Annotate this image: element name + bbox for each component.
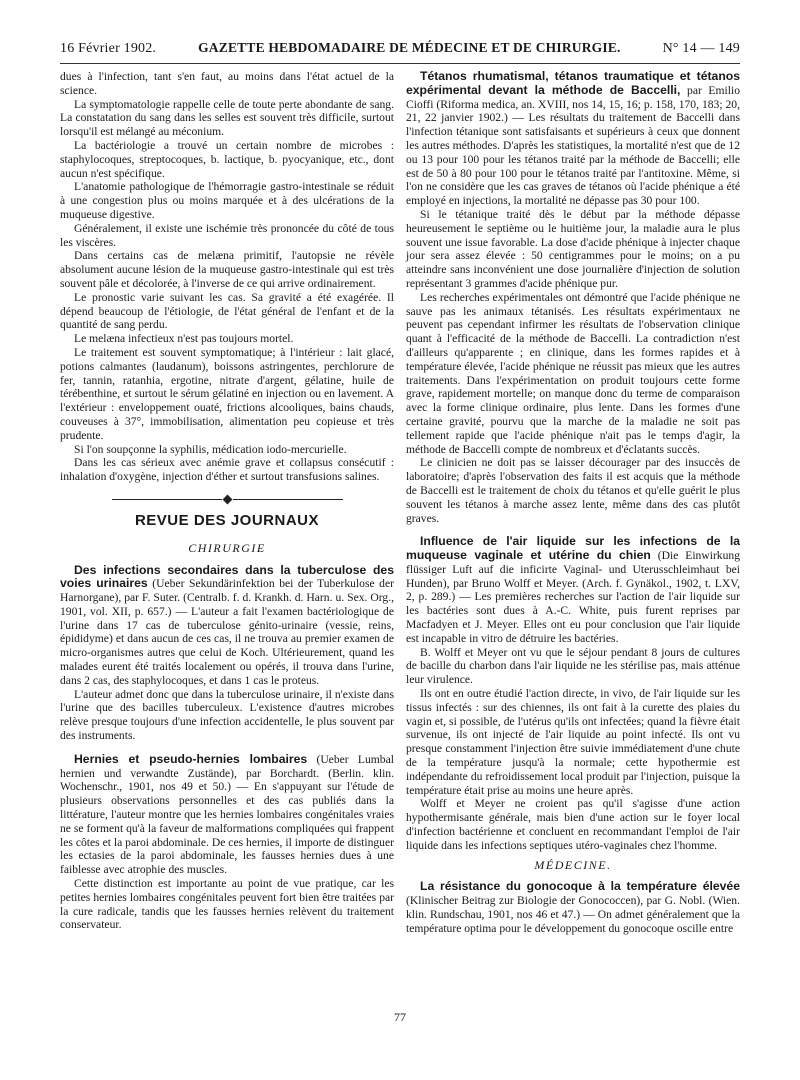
article-tuberculose: [60, 564, 394, 688]
paragraph: L'anatomie pathologique de l'hémorragie gastro-intestinale se réduit à une congestion plus ou moins marquée et à des ulcérations de la muqueuse digestive.: [60, 180, 394, 221]
divider-line: [112, 499, 222, 500]
paragraph: Dans certains cas de melæna primitif, l'autopsie ne révèle absolument aucune lésion de la muqueuse gastro-intestinale qui est très souvent pâle et décolorée, à l'inverse de ce qui arrive ordinairement.: [60, 249, 394, 290]
section-divider: [60, 492, 394, 508]
page-number: 77: [394, 1010, 406, 1024]
section-heading-medecine: MÉDECINE.: [534, 857, 612, 872]
paragraph: dues à l'infection, tant s'en faut, au moins dans l'état actuel de la science.: [60, 70, 394, 97]
article-body: (Klinischer Beitrag zur Biologie der Gonococcen), par G. Nobl. (Wien. klin. Rundschau, 1901, nos 46 et 47.) — On admet généralement que la température optima pour le développement du gonocoque oscille entre: [406, 894, 740, 935]
paragraph: Wolff et Meyer ne croient pas qu'il s'agisse d'une action hypothermisante générale, mais bien d'une action sur le foyer local d'infection bactérienne et concluent en recommandant l'emploi de l'air liquide dans les infections septiques utéro-vaginales chez l'homme.: [406, 797, 740, 852]
paragraph: La symptomatologie rappelle celle de toute perte abondante de sang. La constatation du sang dans les selles est souvent très difficile, surtout lorsqu'il est mélangé au méconium.: [60, 97, 394, 139]
paragraph: Les recherches expérimentales ont démontré que l'acide phénique ne sauve pas les animaux tétanisés. Les résultats expérimentaux ne peuvent pas cependant infirmer les résultats de l'observation clinique quant à l'efficacité de la méthode de Baccelli. La contradiction n'est d'ailleurs qu'apparente ; en clinique, dans les formes rapides et à température élevée, l'acide phénique ne réussit pas mieux que les autres traitements. Dans l'expérimentation on produit toujours cette forme grave, rapidement mortelle; on manque donc du terme de comparaison avec la forme clinique ordinaire, plus lente. Dans les formes d'une certaine gravité, pourvu que la marche de la maladie ne soit pas tellement rapide que l'acide phénique n'ait pas le temps d'agir, la méthode de Baccelli compte de nombreux et d'éclatants succès.: [406, 290, 740, 456]
header-rule: [60, 63, 740, 64]
diamond-ornament-icon: [222, 495, 232, 505]
article-air-liquide: [406, 535, 740, 645]
paragraph: Le melæna infectieux n'est pas toujours mortel.: [74, 332, 294, 346]
article-title: Tétanos rhumatismal, tétanos traumatique et tétanos expérimental devant la méthode de Baccelli,: [406, 69, 740, 97]
section-heading-chirurgie: CHIRURGIE: [188, 540, 266, 555]
article-body: par Emilio Cioffi (Riforma medica, an. XVIII, nos 14, 15, 16; p. 158, 170, 183; 20, 21, 22 janvier 1902.) — Les résultats du traitement de Baccelli dans l'infection tétanique sont satisfaisants et supérieurs à ceux que donnent les autres méthodes. D'après les statistiques, la mortalité n'est que de 12 ou 13 pour 100 pour les tétanos traité par la méthode de Baccelli; elle est de 50 à 80 pour 100 pour le tétanos traité par l'antitoxine. Même, si l'on ne considère que les cas graves de tétanos où l'acide phénique a été employé en injections, la mortalité ne dépasse pas 30 pour 100.: [406, 83, 740, 208]
paragraph: Si l'on soupçonne la syphilis, médication iodo-mercurielle.: [74, 442, 347, 456]
article-body: (Ueber Lumbal hernien und verwandte Zustände), par Borchardt. (Berlin. klin. Wochenschr., 1901, nos 49 et 50.) — En s'appuyant sur l'étude de plusieurs observations personnelles et des cas publiés dans la littérature, l'auteur montre que les hernies lombaires congénitales vraies ne se forment qu'à la faveur de malformations compliquées qui frappent les côtes et la paroi abdominale. De ces hernies, il importe de distinguer les ectasies de la paroi abdominale, les fausses hernies dues à une faiblesse avec atrophie des muscles.: [60, 752, 394, 877]
paragraph: La bactériologie a trouvé un certain nombre de microbes : staphylocoques, streptocoques, b. lactique, b. pyocyanique, etc., dont aucun n'est spécifique.: [60, 138, 394, 180]
article-body: (Die Einwirkung flüssiger Luft auf die inficirte Vaginal- und Uterusschleimhaut bei Hunden), par Bruno Wolff et Meyer. (Arch. f. Gynäkol., 1902, t. LXV, 2, p. 289.) — Les premières recherches sur l'action de l'air liquide sur les bactéries sont dues à A.-C. White, puis furent reprises par Macfadyen et J. Meyer. Elles ont eu pour conclusion que l'air liquide est incapable in vitro de détruire les bactéries.: [406, 549, 740, 645]
paragraph: Dans les cas sérieux avec anémie grave et collapsus consécutif : inhalation d'oxygène, injection d'éther et surtout transfusions salines.: [60, 456, 394, 484]
paragraph: Le clinicien ne doit pas se laisser décourager par des insuccès de laboratoire; d'après l'observation des faits il est acquis que la méthode de Baccelli est le traitement de choix du tétanos et qu'elle guérit le plus souvent les tétanos à marche assez lente, même dans des cas plutôt graves.: [406, 456, 740, 525]
paragraph: Ils ont en outre étudié l'action directe, in vivo, de l'air liquide sur les tissus infectés : sur des chiennes, ils ont fait à la curette des plaies du vagin et, si possible, de l'utérus qu'ils ont infectées; quand la fièvre était survenue, ils ont injecté de l'air liquide au point infecté. Ils ont vu presque constamment l'injection être suivie immédiatement d'une chute de la température jusqu'à la normale; cette hypothermie est indépendante du refroidissement local produit par l'injection, puisque la température était prise au moins une heure après.: [406, 687, 740, 797]
article-tetanos: [406, 70, 740, 208]
divider-line: [233, 499, 343, 500]
left-column: [60, 70, 394, 932]
article-title: La résistance du gonocoque à la température élevée: [420, 879, 740, 894]
article-body: (Ueber Sekundärinfektion bei der Tuberkulose der Harnorgane), par F. Suter. (Centralb. f. d. Krankh. d. Harn. u. Sex. Org., 1901, vol. XII, p. 657.) — L'auteur a fait l'examen bactériologique de l'urine dans 17 cas de tuberculose génito-urinaire (vessie, reins, épididyme) et dans aucun de ces cas, il ne trouva au premier examen de micro-organismes autres que celui de Koch. Ultérieurement, quand les malades eurent été traités localement ou opérés, il trouva dans l'urine, dans 2 cas, des staphylocoques, et dans 1 cas le proteus.: [60, 577, 394, 687]
paragraph: Cette distinction est importante au point de vue pratique, car les petites hernies lombaires congénitales peuvent fort bien être traitées par la cure radicale, tandis que les fausses hernies relèvent du traitement conservateur.: [60, 877, 394, 932]
paragraph: B. Wolff et Meyer ont vu que le séjour pendant 8 jours de cultures de bacille du charbon dans l'air liquide ne les stérilise pas, mais atténue leur virulence.: [406, 645, 740, 687]
paragraph: Généralement, il existe une ischémie très prononcée du côté de tous les viscères.: [60, 221, 394, 249]
paragraph: L'auteur admet donc que dans la tuberculose urinaire, il n'existe dans l'urine que des bacilles tuberculeux. L'existence d'autres microbes relève presque toujours d'une infection accidentelle, le plus souvent par des instruments.: [60, 687, 394, 743]
article-title: Hernies et pseudo-hernies lombaires: [74, 751, 308, 766]
right-column: [406, 70, 740, 936]
header-issue-page: N° 14 — 149: [662, 41, 740, 56]
article-title: Des infections secondaires dans la tuberculose des voies urinaires: [60, 562, 394, 591]
page-header: [60, 40, 740, 62]
header-journal-title: GAZETTE HEBDOMADAIRE DE MÉDECINE ET DE CHIRURGIE.: [198, 40, 621, 55]
article-gonocoque: [406, 880, 740, 935]
paragraph: Le traitement est souvent symptomatique; à l'intérieur : lait glacé, potions calmantes (laudanum), boissons astringentes, perchlorure de fer, tannin, ratanhia, ergotine, nitrate d'argent, gélatine, huile de térébenthine, et surtout le sérum gélatiné en injection ou en lavement. A l'extérieur : enveloppement ouaté, frictions alcooliques, bains chauds, couveuses à 37°, immobilisation, alimentation peu copieuse et très prudente.: [60, 345, 394, 442]
paragraph: Si le tétanique traité dès le début par la méthode dépasse heureusement le septième ou le huitième jour, la maladie aura le plus souvent une issue favorable. La dose d'acide phénique à injecter chaque jour sera assez élevée : 50 centigrammes pour le moins; on a pu atteindre sans inconvénient une dose journalière d'injection de solution représentant 3 grammes d'acide phénique pur.: [406, 207, 740, 290]
header-date: 16 Février 1902.: [60, 41, 157, 56]
paragraph: Le pronostic varie suivant les cas. Sa gravité a été exagérée. Il dépend beaucoup de l'étiologie, de l'état général de l'enfant et de la quantité de sang perdu.: [60, 290, 394, 332]
revue-heading: REVUE DES JOURNAUX: [134, 511, 320, 529]
article-hernies: [60, 753, 394, 877]
article-title: Influence de l'air liquide sur les infections de la muqueuse vaginale et utérine du chien: [406, 534, 740, 563]
